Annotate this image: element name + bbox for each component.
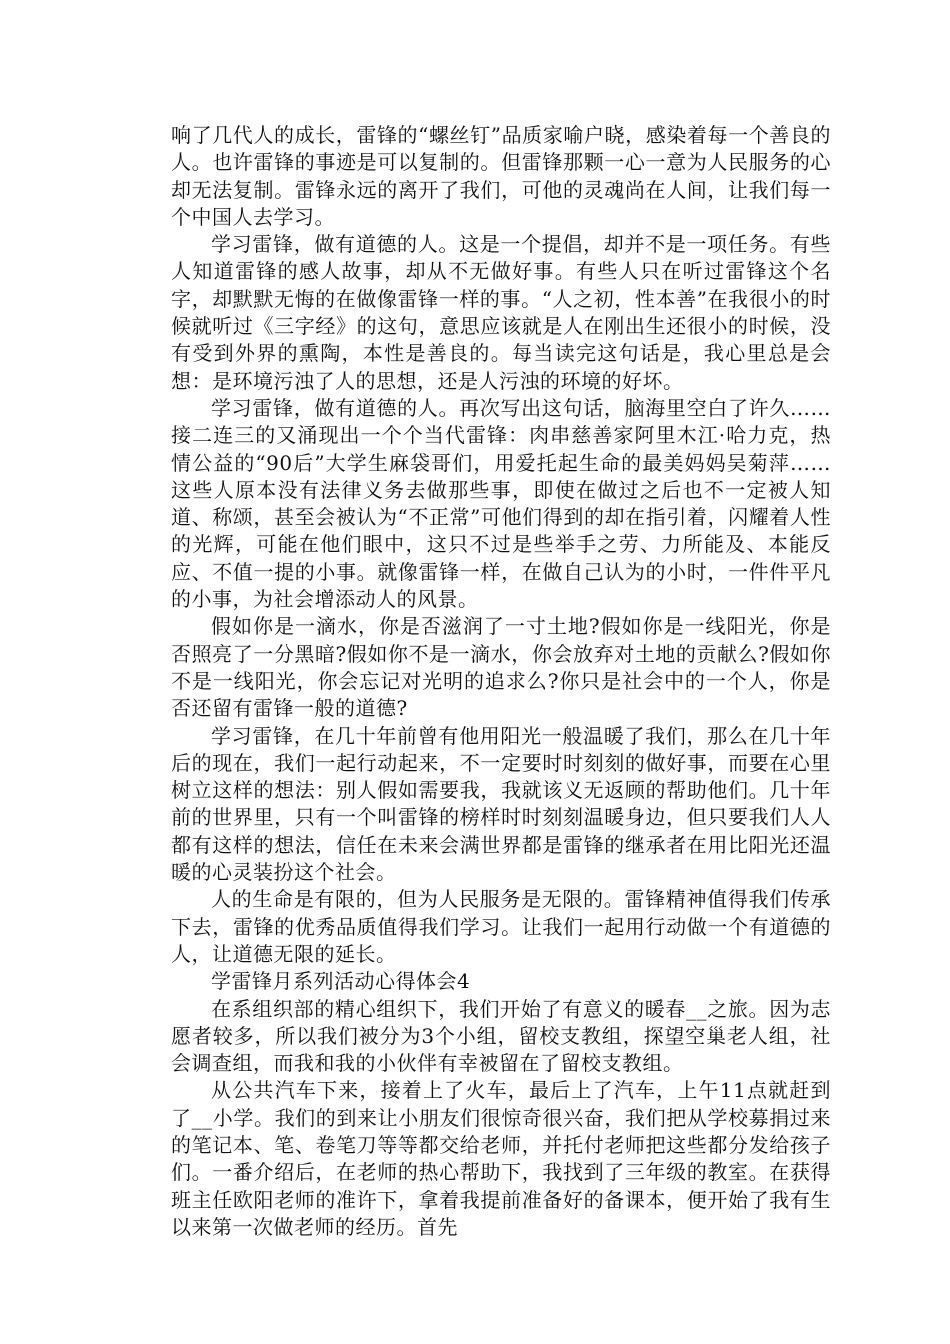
paragraph: 从公共汽车下来，接着上了火车，最后上了汽车，上午11点就赶到了__小学。我们的到来让小朋友们很惊奇很兴奋，我们把从学校募捐过来的笔记本、笔、卷笔刀等等都交给老师，并托付老师把这些都分发给孩子们。一番介绍后，在老师的热心帮助下，我找到了三年级的教室。在获得班主任欧阳老师的准许下，拿着我提前准备好的备课本，便开始了我有生以来第一次做老师的经历。首先 xyxy=(171,1078,831,1239)
paragraph: 学习雷锋，做有道德的人。这是一个提倡，却并不是一项任务。有些人知道雷锋的感人故事，却从不无做好事。有些人只在听过雷锋这个名字，却默默无悔的在做像雷锋一样的事。“人之初，性本善”在我很小的时候就听过《三字经》的这句，意思应该就是人在刚出生还很小的时候，没有受到外界的熏陶，本性是善良的。每当读完这句话是，我心里总是会想：是环境污浊了人的思想，还是人污浊的环境的好坏。 xyxy=(171,232,831,393)
paragraph: 假如你是一滴水，你是否滋润了一寸土地?假如你是一线阳光，你是否照亮了一分黑暗?假如你不是一滴水，你会放弃对土地的贡献么?假如你不是一线阳光，你会忘记对光明的追求么?你只是社会中的一个人，你是否还留有雷锋一般的道德? xyxy=(171,614,831,721)
paragraph: 在系组织部的精心组织下，我们开始了有意义的暖春__之旅。因为志愿者较多，所以我们被分为3个小组，留校支教组，探望空巢老人组，社会调查组，而我和我的小伙伴有幸被留在了留校支教组。 xyxy=(171,996,831,1076)
paragraph: 人的生命是有限的，但为人民服务是无限的。雷锋精神值得我们传承下去，雷锋的优秀品质值得我们学习。让我们一起用行动做一个有道德的人，让道德无限的延长。 xyxy=(171,887,831,966)
paragraph: 学习雷锋，在几十年前曾有他用阳光一般温暖了我们，那么在几十年后的现在，我们一起行动起来，不一定要时时刻刻的做好事，而要在心里树立这样的想法：别人假如需要我，我就该义无返顾的帮助他们。几十年前的世界里，只有一个叫雷锋的榜样时时刻刻温暖身边，但只要我们人人都有这样的想法，信任在未来会满世界都是雷锋的继承者在用比阳光还温暖的心灵装扮这个社会。 xyxy=(171,723,831,885)
paragraph: 学习雷锋，做有道德的人。再次写出这句话，脑海里空白了许久……接二连三的又涌现出一个个当代雷锋：肉串慈善家阿里木江·哈力克，热情公益的“90后”大学生麻袋哥们，用爱托起生命的最美妈妈吴菊萍……这些人原本没有法律义务去做那些事，即使在做过之后也不一定被人知道、称颂，甚至会被认为“不正常”可他们得到的却在指引着，闪耀着人性的光辉，可能在他们眼中，这只不过是些举手之劳、力所能及、本能反应、不值一提的小事。就像雷锋一样，在做自己认为的小时，一件件平凡的小事，为社会增添动人的风景。 xyxy=(171,395,831,612)
paragraph-continuation: 响了几代人的成长，雷锋的“螺丝钉”品质家喻户晓，感染着每一个善良的人。也许雷锋的事迹是可以复制的。但雷锋那颗一心一意为人民服务的心却无法复制。雷锋永远的离开了我们，可他的灵魂尚在人间，让我们每一个中国人去学习。 xyxy=(171,123,831,229)
document-body xyxy=(171,122,831,1241)
section-heading: 学雷锋月系列活动心得体会4 xyxy=(211,969,471,994)
